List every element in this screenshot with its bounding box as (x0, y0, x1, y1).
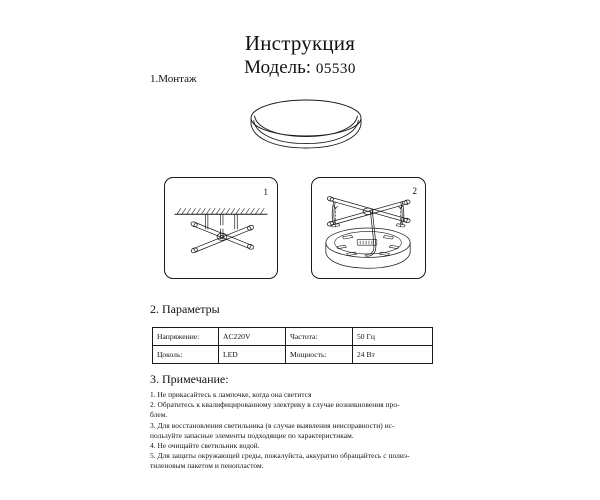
param-label-voltage: Напряжение: (153, 328, 219, 346)
note-line: 5. Для защиты окружающей среды, пожалуйста, аккуратно обращайтесь с полиэ- (150, 451, 410, 461)
param-value-power: 24 Вт (353, 346, 433, 364)
param-value-base: LED (219, 346, 286, 364)
param-label-base: Цоколь: (153, 346, 219, 364)
param-label-frequency: Частота: (286, 328, 353, 346)
step-box-1 (164, 177, 278, 279)
param-value-voltage: AC220V (219, 328, 286, 346)
note-line: тиленовым пакетом и пенопластом. (150, 461, 264, 471)
note-line: 4. Не очищайте светильник водой. (150, 441, 260, 451)
section-heading-notes: 3. Примечание: (150, 372, 229, 386)
parameters-table (152, 327, 433, 364)
page-title: Инструкция (244, 31, 356, 55)
table-row (153, 346, 433, 364)
section-heading-mounting: 1.Монтаж (150, 73, 197, 85)
step-number-1: 1 (263, 187, 268, 197)
step-number-2: 2 (412, 186, 417, 196)
step-box-2 (311, 177, 426, 279)
section-heading-parameters: 2. Параметры (150, 302, 220, 316)
model-number: 05530 (315, 61, 356, 77)
notes-list (150, 390, 450, 472)
param-value-frequency: 50 Гц (353, 328, 433, 346)
table-row (153, 328, 433, 346)
note-line: блем. (150, 410, 168, 420)
note-line: 1. Не прикасайтесь к лампочке, когда она светится (150, 390, 312, 399)
model-label: Модель: (244, 57, 312, 78)
param-label-power: Мощность: (286, 346, 353, 364)
note-line: 3. Для восстановления светильника (в случае выявления неисправности) ис- (150, 420, 395, 430)
note-line: пользуйте запасные элементы подходящие по характеристикам. (150, 430, 354, 440)
note-line: 2. Обратитесь к квалифицированному электрику в случае возникновения про- (150, 400, 400, 410)
